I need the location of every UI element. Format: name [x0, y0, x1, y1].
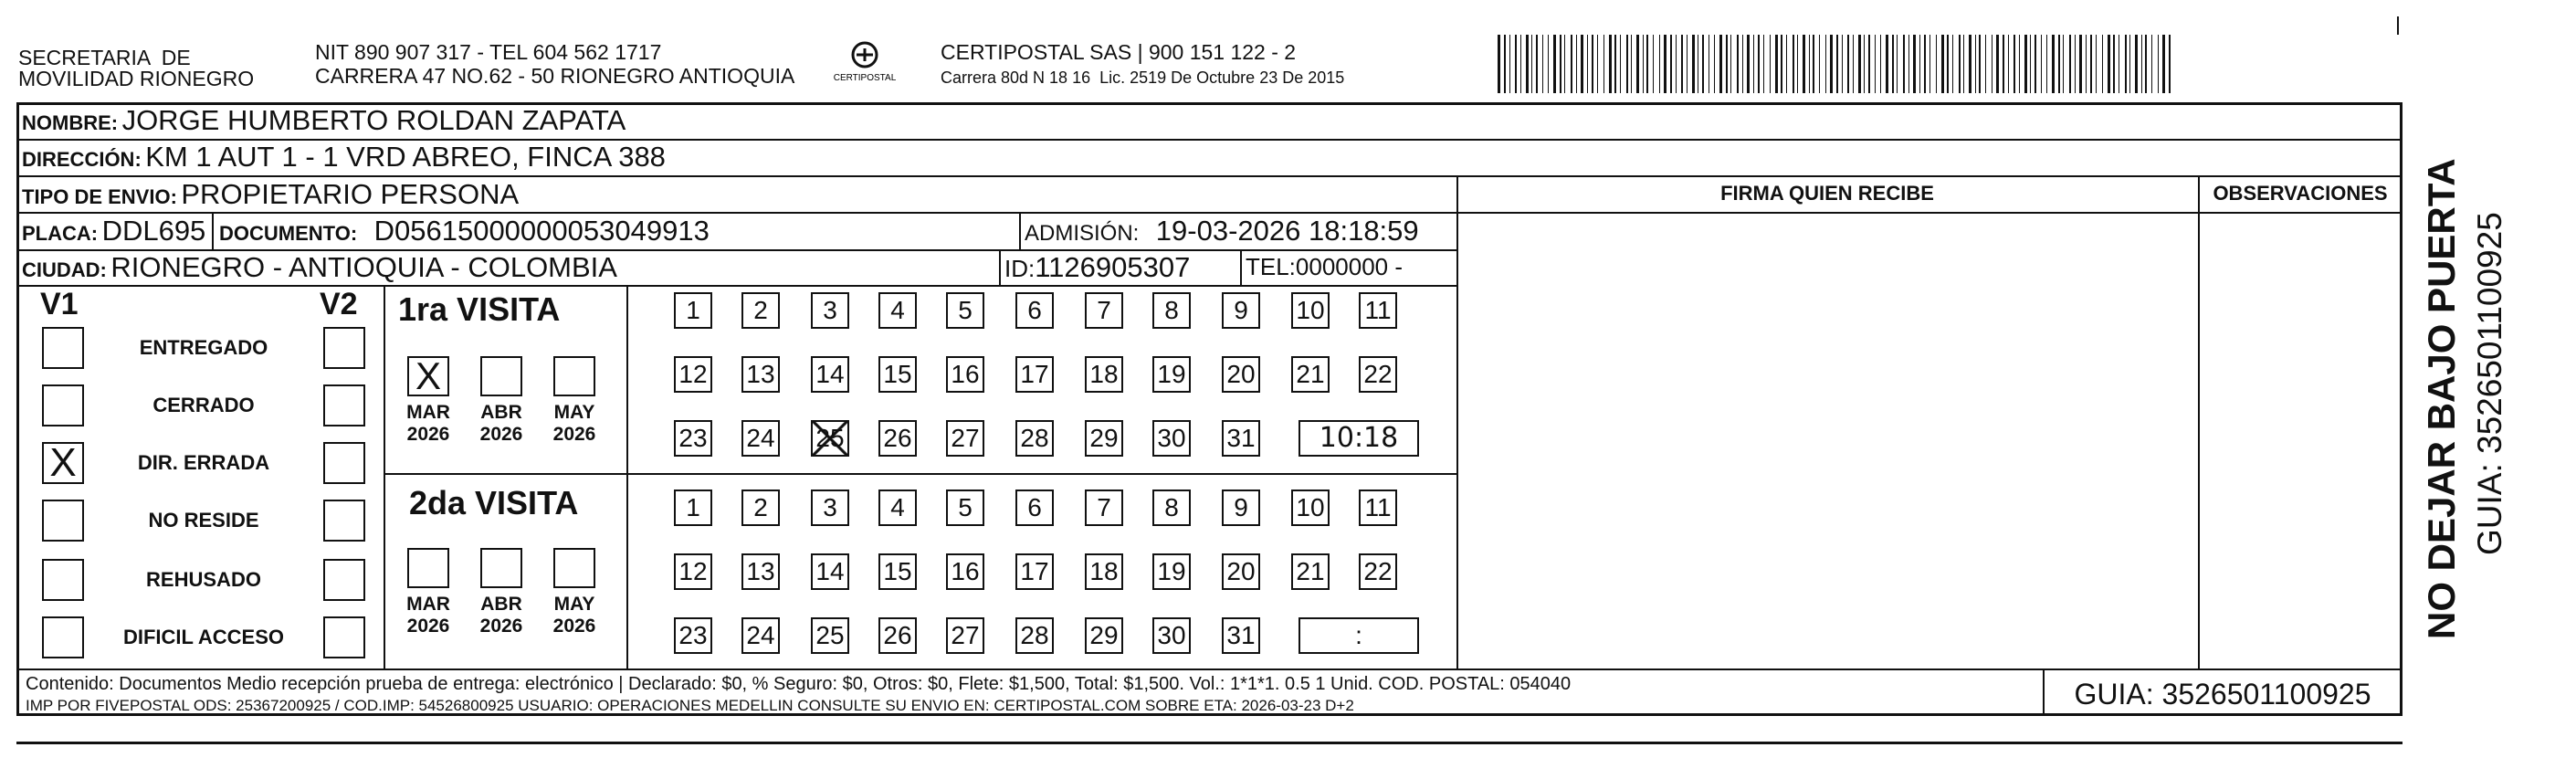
visit2-day[interactable]: 1 [674, 490, 712, 526]
barcode-bar [2145, 35, 2147, 93]
visit1-day[interactable]: 19 [1152, 356, 1191, 393]
barcode-bar [2086, 35, 2087, 93]
v1-checkbox[interactable] [42, 500, 84, 542]
barcode-bar [1847, 35, 1849, 93]
visit2-month-year: 2026 [552, 616, 596, 637]
visit1-day[interactable]: 23 [674, 420, 712, 457]
barcode-bar [1631, 35, 1632, 93]
courier-name: CERTIPOSTAL SAS | 900 151 122 - 2 [941, 40, 1297, 64]
visit1-day[interactable]: 12 [674, 356, 712, 393]
barcode-bar [2013, 35, 2015, 93]
visit2-day[interactable]: 23 [674, 617, 712, 654]
barcode-bar [1576, 35, 1577, 93]
barcode-bar [1858, 35, 1861, 93]
barcode-bar [1770, 35, 1771, 93]
visit2-day[interactable]: 29 [1085, 617, 1123, 654]
visit1-day[interactable]: 31 [1222, 420, 1260, 457]
visit2-day[interactable]: 24 [741, 617, 780, 654]
footer-print-info: IMP POR FIVEPOSTAL ODS: 25367200925 / COD.IMP: 54526800925 USUARIO: OPERACIONES MEDELLIN CONSULTE SU ENVIO EN: CERTIPOSTAL.COM SOBRE ETA: 2026-03-23 D+2 [26, 697, 1354, 714]
observaciones-divider [2198, 175, 2200, 669]
barcode-bar [1963, 35, 1964, 93]
barcode-bar [2019, 35, 2020, 93]
visit2-day[interactable]: 11 [1359, 490, 1397, 526]
v1-checkbox[interactable] [42, 559, 84, 601]
visit1-month-checkbox[interactable]: X [407, 356, 449, 396]
visit1-day[interactable]: 8 [1152, 292, 1191, 329]
visit1-day[interactable]: 29 [1085, 420, 1123, 457]
visit2-month-name: MAY [553, 594, 595, 615]
side-warning: NO DEJAR BAJO PUERTA [2420, 158, 2463, 639]
visit1-month-checkbox[interactable] [480, 356, 522, 396]
visit2-month-name: ABR [480, 594, 522, 615]
barcode-bar [1842, 35, 1843, 93]
barcode-bar [1781, 35, 1782, 93]
cell-divider [999, 249, 1001, 285]
barcode-bar [2058, 35, 2060, 93]
visit2-time-box[interactable]: : [1299, 617, 1419, 654]
visit1-day[interactable]: 10 [1291, 292, 1330, 329]
ciudad-cell [22, 251, 617, 284]
barcode-bar [1603, 35, 1604, 93]
barcode-bar [1809, 35, 1810, 93]
v2-checkbox[interactable] [323, 442, 365, 484]
visit2-day[interactable]: 31 [1222, 617, 1260, 654]
barcode-bar [1498, 35, 1500, 93]
visit1-day[interactable]: 15 [878, 356, 917, 393]
barcode-bar [1952, 35, 1953, 93]
barcode-bar [2075, 35, 2076, 93]
barcode [1498, 35, 2179, 93]
visit2-day[interactable]: 27 [946, 617, 984, 654]
status-label: DIFICIL ACCESO [122, 626, 284, 648]
nombre-row [22, 104, 626, 137]
v2-checkbox[interactable] [323, 559, 365, 601]
documento-value: D05615000000053049913 [373, 215, 710, 247]
barcode-bar [1676, 35, 1677, 93]
barcode-bar [1813, 35, 1814, 93]
visit2-month-checkbox[interactable] [407, 548, 449, 588]
courier-license: Carrera 80d N 18 16 Lic. 2519 De Octubre 23 De 2015 [941, 68, 1345, 87]
visit2-month-name: MAR [406, 594, 450, 615]
visit2-day[interactable]: 25 [811, 617, 849, 654]
tipo-label: TIPO DE ENVIO: [22, 185, 177, 208]
tel-cell [1246, 253, 1403, 281]
barcode-bar [2052, 35, 2055, 93]
barcode-bar [2108, 35, 2110, 93]
visit1-day[interactable]: 14 [811, 356, 849, 393]
barcode-bar [1793, 35, 1794, 93]
v2-checkbox[interactable] [323, 500, 365, 542]
side-guia: GUIA: 3526501100925 [2471, 212, 2508, 555]
barcode-bar [1526, 35, 1529, 93]
barcode-bar [1531, 35, 1532, 93]
barcode-bar [2090, 35, 2092, 93]
tel-value: 0000000 - [1295, 253, 1404, 280]
barcode-bar [1913, 35, 1916, 93]
barcode-bar [1609, 35, 1612, 93]
observaciones-header: OBSERVACIONES [2213, 182, 2388, 205]
barcode-bar [1643, 35, 1644, 93]
barcode-bar [2129, 35, 2130, 93]
ciudad-label: CIUDAD: [22, 258, 107, 281]
v2-checkbox[interactable] [323, 384, 365, 426]
id-cell [1004, 251, 1190, 284]
visit2-day[interactable]: 6 [1015, 490, 1054, 526]
visit1-day[interactable]: 20 [1222, 356, 1260, 393]
barcode-bar [1560, 35, 1561, 93]
visit2-day[interactable]: 15 [878, 553, 917, 590]
visit1-month-year: 2026 [406, 424, 450, 445]
direccion-row [22, 141, 666, 174]
visit2-day[interactable]: 14 [811, 553, 849, 590]
visit1-day[interactable]: 9 [1222, 292, 1260, 329]
cell-divider [1240, 249, 1242, 285]
barcode-bar [1825, 35, 1826, 93]
placa-value: DDL695 [101, 215, 206, 247]
visit2-day[interactable]: 3 [811, 490, 849, 526]
visit1-day[interactable]: 26 [878, 420, 917, 457]
visit2-day[interactable]: 16 [946, 553, 984, 590]
visit2-day[interactable]: 19 [1152, 553, 1191, 590]
documento-cell [219, 215, 710, 247]
visit2-day[interactable]: 28 [1015, 617, 1054, 654]
barcode-bar [1763, 35, 1764, 93]
barcode-bar [1536, 35, 1538, 93]
barcode-bar [1653, 35, 1654, 93]
barcode-bar [1542, 35, 1543, 93]
v1-header: V1 [40, 287, 79, 321]
barcode-bar [1908, 35, 1909, 93]
visit1-day[interactable]: 30 [1152, 420, 1191, 457]
barcode-bar [2113, 35, 2115, 93]
barcode-bar [2169, 35, 2171, 93]
barcode-bar [2125, 35, 2127, 93]
visit1-time-box[interactable]: 10:18 [1299, 420, 1419, 457]
barcode-bar [1714, 35, 1715, 93]
visit1-title: 1ra VISITA [398, 290, 561, 328]
org-name-line1: SECRETARIA DE [18, 46, 191, 69]
admision-value: 19-03-2026 18:18:59 [1155, 215, 1419, 247]
visit2-day[interactable]: 20 [1222, 553, 1260, 590]
visit1-day[interactable]: 7 [1085, 292, 1123, 329]
firma-divider [1456, 175, 1458, 669]
visit1-month-year: 2026 [552, 424, 596, 445]
barcode-bar [1571, 35, 1572, 93]
barcode-bar [1659, 35, 1660, 93]
barcode-bar [1775, 35, 1778, 93]
barcode-bar [2102, 35, 2103, 93]
visit-separator [384, 473, 1456, 475]
tipo-value: PROPIETARIO PERSONA [181, 178, 520, 210]
visit2-day[interactable]: 21 [1291, 553, 1330, 590]
visit2-day[interactable]: 10 [1291, 490, 1330, 526]
visit1-day[interactable]: 5 [946, 292, 984, 329]
barcode-bar [1903, 35, 1905, 93]
barcode-bar [2162, 35, 2165, 93]
logo-text: CERTIPOSTAL [833, 73, 897, 83]
edge-mark [2397, 16, 2399, 35]
barcode-bar [1597, 35, 1598, 93]
status-label: REHUSADO [146, 568, 261, 591]
barcode-bar [1614, 35, 1616, 93]
barcode-bar [1681, 35, 1683, 93]
visit1-month-checkbox[interactable] [553, 356, 595, 396]
barcode-bar [1985, 35, 1986, 93]
barcode-bar [1897, 35, 1898, 93]
nombre-value: JORGE HUMBERTO ROLDAN ZAPATA [121, 104, 626, 136]
visit2-month-checkbox[interactable] [480, 548, 522, 588]
visit2-day[interactable]: 2 [741, 490, 780, 526]
barcode-bar [1819, 35, 1820, 93]
barcode-bar [1664, 35, 1667, 93]
barcode-bar [1737, 35, 1739, 93]
barcode-bar [1975, 35, 1976, 93]
bottom-edge [16, 742, 2403, 744]
barcode-bar [1581, 35, 1583, 93]
barcode-bar [1959, 35, 1961, 93]
row-divider [16, 175, 2403, 177]
tel-label: TEL: [1246, 253, 1296, 280]
row-divider [16, 212, 2403, 214]
visit2-day[interactable]: 12 [674, 553, 712, 590]
documento-label: DOCUMENTO: [219, 222, 358, 245]
barcode-bar [1803, 35, 1805, 93]
visit1-month-year: 2026 [479, 424, 523, 445]
visit1-day[interactable]: 24 [741, 420, 780, 457]
barcode-bar [1936, 35, 1937, 93]
visit1-day[interactable]: 16 [946, 356, 984, 393]
barcode-bar [2135, 35, 2138, 93]
address-line: CARRERA 47 NO.62 - 50 RIONEGRO ANTIOQUIA [315, 64, 795, 88]
barcode-bar [2003, 35, 2004, 93]
barcode-bar [1929, 35, 1930, 93]
visit1-day[interactable]: 2 [741, 292, 780, 329]
barcode-bar [1509, 35, 1510, 93]
barcode-bar [1504, 35, 1506, 93]
barcode-bar [2041, 35, 2042, 93]
barcode-bar [1864, 35, 1865, 93]
v1-checkbox[interactable] [42, 384, 84, 426]
tipo-row [22, 178, 519, 211]
visit1-day[interactable]: 3 [811, 292, 849, 329]
barcode-bar [1868, 35, 1870, 93]
barcode-bar [1875, 35, 1876, 93]
footer-content: Contenido: Documentos Medio recepción prueba de entrega: electrónico | Declarado: $0, % Seguro: $0, Otros: $0, Flete: $1,500, Total: $1,500. Vol.: 1*1*1. 0.5 1 Unid. COD. POSTAL: 054040 [26, 674, 1572, 694]
footer-divider [16, 669, 2403, 670]
visit2-day[interactable]: 17 [1015, 553, 1054, 590]
status-label: CERRADO [152, 394, 255, 416]
visit1-day[interactable]: 18 [1085, 356, 1123, 393]
v1-checkbox[interactable] [42, 616, 84, 658]
visit1-day[interactable]: 6 [1015, 292, 1054, 329]
barcode-bar [2046, 35, 2047, 93]
visit1-day[interactable]: 4 [878, 292, 917, 329]
admision-label: ADMISIÓN: [1025, 221, 1140, 246]
barcode-bar [1742, 35, 1743, 93]
barcode-bar [1919, 35, 1920, 93]
barcode-bar [1969, 35, 1971, 93]
v1-checkbox[interactable]: X [42, 442, 84, 484]
barcode-bar [2158, 35, 2159, 93]
barcode-bar [2030, 35, 2031, 93]
v2-header: V2 [320, 287, 358, 321]
visit1-day[interactable]: 11 [1359, 292, 1397, 329]
barcode-bar [1892, 35, 1894, 93]
status-label: ENTREGADO [139, 336, 268, 359]
placa-cell [22, 215, 205, 247]
footer-guia: GUIA: 3526501100925 [2074, 678, 2371, 711]
barcode-bar [1726, 35, 1728, 93]
barcode-bar [2096, 35, 2097, 93]
visit1-day[interactable]: 25 [811, 420, 849, 457]
barcode-bar [1520, 35, 1521, 93]
status-label: DIR. ERRADA [137, 451, 270, 474]
barcode-bar [1830, 35, 1833, 93]
barcode-bar [1758, 35, 1760, 93]
barcode-bar [1548, 35, 1549, 93]
barcode-bar [1515, 35, 1517, 93]
barcode-bar [2035, 35, 2036, 93]
v2-checkbox[interactable] [323, 616, 365, 658]
barcode-bar [2151, 35, 2152, 93]
barcode-bar [1587, 35, 1588, 93]
nit-line: NIT 890 907 317 - TEL 604 562 1717 [315, 40, 662, 64]
visit2-day[interactable]: 22 [1359, 553, 1397, 590]
barcode-bar [2069, 35, 2071, 93]
direccion-label: DIRECCIÓN: [22, 148, 142, 171]
barcode-bar [1646, 35, 1648, 93]
visit2-month-year: 2026 [406, 616, 450, 637]
barcode-bar [2024, 35, 2027, 93]
visit2-month-year: 2026 [479, 616, 523, 637]
barcode-bar [1636, 35, 1639, 93]
v1-checkbox[interactable] [42, 327, 84, 369]
id-label: ID: [1004, 255, 1036, 282]
barcode-bar [1941, 35, 1944, 93]
barcode-bar [1880, 35, 1881, 93]
visit2-title: 2da VISITA [409, 484, 579, 521]
visit1-month-name: ABR [480, 402, 522, 423]
placa-label: PLACA: [22, 222, 99, 245]
barcode-bar [1670, 35, 1672, 93]
barcode-bar [1702, 35, 1704, 93]
visit1-month-name: MAR [406, 402, 450, 423]
visit1-day[interactable]: 22 [1359, 356, 1397, 393]
barcode-bar [1979, 35, 1981, 93]
firma-header: FIRMA QUIEN RECIBE [1720, 182, 1934, 205]
visit2-day[interactable]: 8 [1152, 490, 1191, 526]
barcode-bar [1564, 35, 1565, 93]
barcode-bar [1786, 35, 1787, 93]
barcode-bar [1626, 35, 1628, 93]
status-label: NO RESIDE [148, 509, 259, 532]
visit1-day[interactable]: 13 [741, 356, 780, 393]
visit2-day[interactable]: 9 [1222, 490, 1260, 526]
barcode-bar [1620, 35, 1621, 93]
visit2-day[interactable]: 13 [741, 553, 780, 590]
barcode-bar [1853, 35, 1854, 93]
visit1-day[interactable]: 27 [946, 420, 984, 457]
visit2-month-checkbox[interactable] [553, 548, 595, 588]
visit1-day[interactable]: 28 [1015, 420, 1054, 457]
barcode-bar [1797, 35, 1798, 93]
ciudad-value: RIONEGRO - ANTIOQUIA - COLOMBIA [110, 251, 617, 283]
visit1-day[interactable]: 21 [1291, 356, 1330, 393]
status-divider [384, 285, 385, 669]
barcode-bar [1836, 35, 1838, 93]
barcode-bar [1692, 35, 1695, 93]
visit1-day[interactable]: 1 [674, 292, 712, 329]
visit-divider [626, 285, 628, 669]
visit2-day[interactable]: 26 [878, 617, 917, 654]
barcode-bar [1753, 35, 1754, 93]
barcode-bar [1687, 35, 1688, 93]
barcode-bar [1886, 35, 1888, 93]
v2-checkbox[interactable] [323, 327, 365, 369]
row-divider [16, 285, 1456, 287]
visit1-month-name: MAY [553, 402, 595, 423]
barcode-bar [2063, 35, 2064, 93]
barcode-bar [1947, 35, 1949, 93]
barcode-bar [1730, 35, 1731, 93]
visit2-day[interactable]: 7 [1085, 490, 1123, 526]
visit2-day[interactable]: 30 [1152, 617, 1191, 654]
barcode-bar [2008, 35, 2009, 93]
barcode-bar [1747, 35, 1750, 93]
visit2-day[interactable]: 4 [878, 490, 917, 526]
visit2-day[interactable]: 18 [1085, 553, 1123, 590]
visit2-day[interactable]: 5 [946, 490, 984, 526]
barcode-bar [1924, 35, 1926, 93]
admision-cell [1025, 215, 1419, 247]
certipostal-logo-icon [831, 40, 899, 88]
nombre-label: NOMBRE: [22, 111, 119, 134]
barcode-bar [1592, 35, 1593, 93]
org-name-line2: MOVILIDAD RIONEGRO [18, 67, 255, 90]
barcode-bar [1996, 35, 1999, 93]
barcode-bar [1719, 35, 1722, 93]
barcode-bar [2079, 35, 2082, 93]
cell-divider [1019, 212, 1021, 249]
cell-divider [212, 212, 214, 249]
id-value: 1126905307 [1035, 251, 1191, 283]
visit1-day[interactable]: 17 [1015, 356, 1054, 393]
barcode-bar [2141, 35, 2142, 93]
barcode-bar [1553, 35, 1556, 93]
direccion-value: KM 1 AUT 1 - 1 VRD ABREO, FINCA 388 [145, 141, 666, 173]
